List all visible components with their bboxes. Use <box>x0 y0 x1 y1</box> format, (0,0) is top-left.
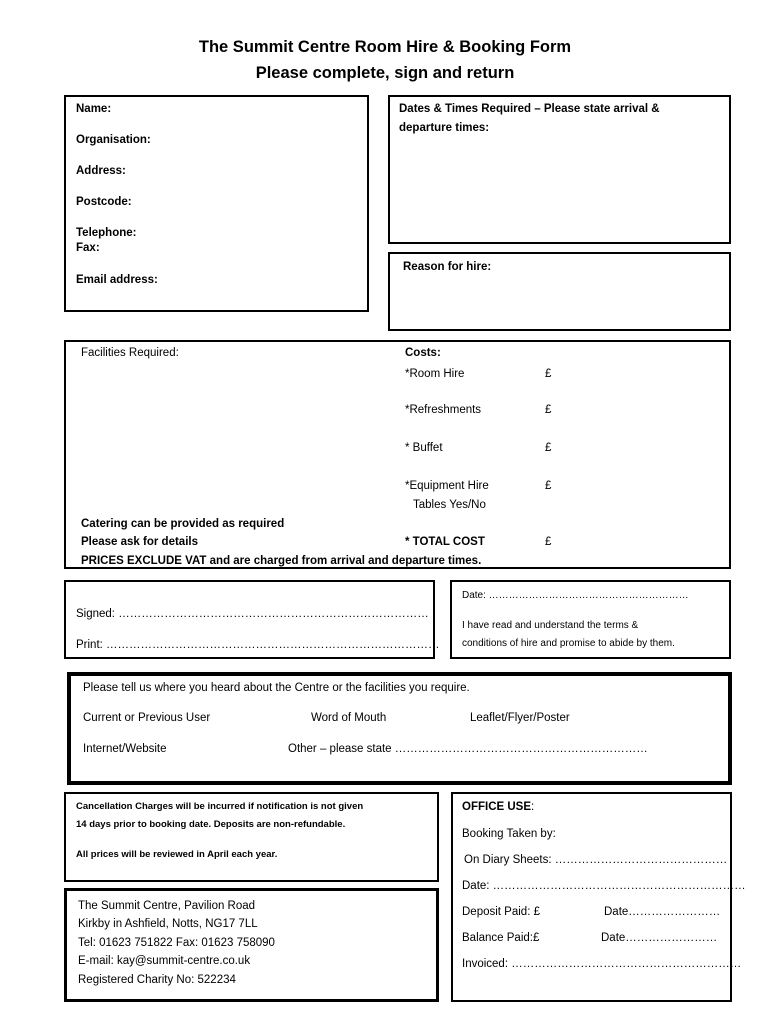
heard-about-prompt: Please tell us where you heard about the Centre or the facilities you require. <box>83 682 470 694</box>
refreshments-label: *Refreshments <box>405 404 482 416</box>
refreshments-currency: £ <box>545 404 552 416</box>
office-use-box <box>451 792 732 1002</box>
diary-sheets-line[interactable]: On Diary Sheets: ……………………………………… <box>464 854 728 866</box>
option-current-user[interactable]: Current or Previous User <box>83 712 211 724</box>
cancellation-line-2: 14 days prior to booking date. Deposits are non-refundable. <box>76 819 346 830</box>
agreement-date-line[interactable]: Date: …………………………………………………… <box>462 590 689 601</box>
facilities-costs-box <box>64 340 731 569</box>
name-label: Name: <box>76 103 112 115</box>
total-cost-label: * TOTAL COST <box>405 536 485 548</box>
reason-label: Reason for hire: <box>403 261 492 273</box>
charity-number: Registered Charity No: 522234 <box>78 974 236 986</box>
office-date-line[interactable]: Date: ………………………………………………………… <box>462 880 746 892</box>
postcode-label: Postcode: <box>76 196 132 208</box>
telephone-label: Telephone: <box>76 227 137 239</box>
office-use-title <box>462 801 534 813</box>
tables-label: Tables Yes/No <box>413 499 486 511</box>
catering-note: Catering can be provided as required <box>81 518 285 530</box>
office-use-heading: OFFICE USE <box>462 801 532 813</box>
address-label: Address: <box>76 165 126 177</box>
total-cost-currency: £ <box>545 536 552 548</box>
room-hire-label: *Room Hire <box>405 368 465 380</box>
address-line-1: The Summit Centre, Pavilion Road <box>78 900 256 912</box>
option-word-of-mouth[interactable]: Word of Mouth <box>311 712 387 724</box>
option-other[interactable]: Other – please state ………………………………………………………… <box>288 743 648 755</box>
invoiced-line[interactable]: Invoiced: …………………………………………………… <box>462 958 742 970</box>
room-hire-currency: £ <box>545 368 552 380</box>
address-line-2: Kirkby in Ashfield, Notts, NG17 7LL <box>78 918 258 930</box>
form-subtitle: Please complete, sign and return <box>255 64 515 82</box>
balance-paid[interactable]: Balance Paid:£ <box>462 932 540 944</box>
buffet-currency: £ <box>545 442 552 454</box>
agreement-text-2: conditions of hire and promise to abide by them. <box>462 638 675 649</box>
agreement-text-1: I have read and understand the terms & <box>462 620 639 631</box>
print-line[interactable]: Print: …………………………………………………………………………… <box>76 639 440 651</box>
deposit-date[interactable]: Date…………………… <box>604 906 721 918</box>
office-use-colon: : <box>531 801 535 813</box>
option-internet[interactable]: Internet/Website <box>83 743 167 755</box>
buffet-label: * Buffet <box>405 442 443 454</box>
form-title: The Summit Centre Room Hire & Booking Form <box>198 38 572 56</box>
dates-times-label-2: departure times: <box>399 122 490 134</box>
option-leaflet[interactable]: Leaflet/Flyer/Poster <box>470 712 570 724</box>
catering-details-note: Please ask for details <box>81 536 198 548</box>
fax-label: Fax: <box>76 242 100 254</box>
equipment-hire-label: *Equipment Hire <box>405 480 489 492</box>
booking-taken-by[interactable]: Booking Taken by: <box>462 828 556 840</box>
balance-date[interactable]: Date…………………… <box>601 932 718 944</box>
signed-line[interactable]: Signed: ……………………………………………………………………… <box>76 608 429 620</box>
organisation-label: Organisation: <box>76 134 151 146</box>
price-review-note: All prices will be reviewed in April each year. <box>76 849 278 860</box>
cancellation-line-1: Cancellation Charges will be incurred if notification is not given <box>76 801 364 812</box>
equipment-hire-currency: £ <box>545 480 552 492</box>
email-label: Email address: <box>76 274 158 286</box>
vat-note: PRICES EXCLUDE VAT and are charged from arrival and departure times. <box>81 555 482 567</box>
dates-times-label: Dates & Times Required – Please state arrival & <box>399 103 660 115</box>
facilities-label: Facilities Required: <box>81 347 179 359</box>
deposit-paid[interactable]: Deposit Paid: £ <box>462 906 540 918</box>
dates-times-box <box>388 95 731 244</box>
email-line: E-mail: kay@summit-centre.co.uk <box>78 955 251 967</box>
costs-label: Costs: <box>405 347 441 359</box>
phone-fax-line: Tel: 01623 751822 Fax: 01623 758090 <box>78 937 275 949</box>
